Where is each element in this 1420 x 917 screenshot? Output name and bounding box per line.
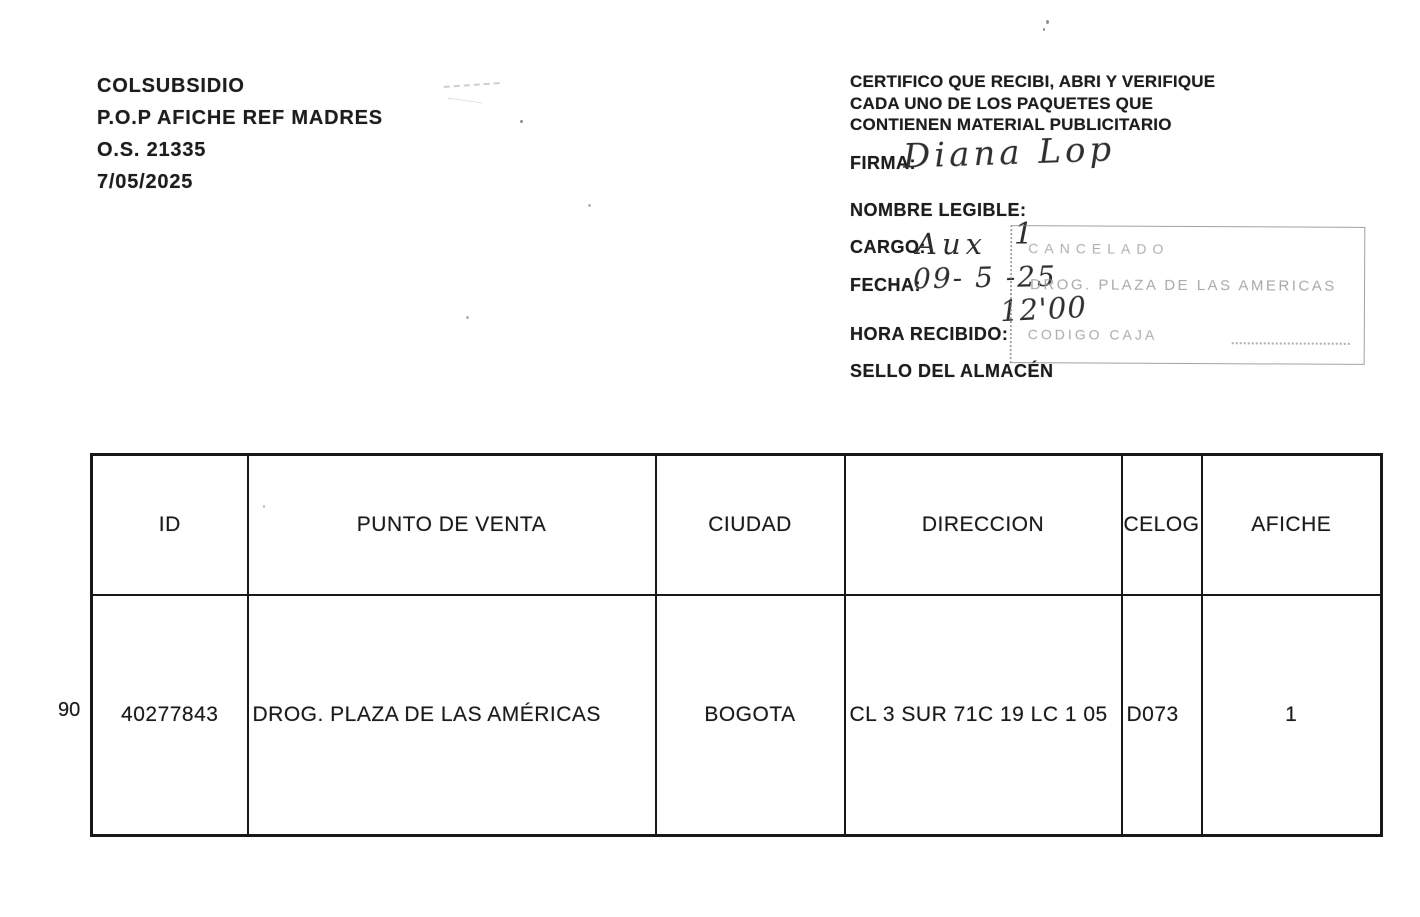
table-header-row — [92, 455, 1382, 596]
order-date: 7/05/2025 — [97, 171, 194, 193]
order-number: O.S. 21335 — [97, 139, 207, 161]
cargo-label: CARGO: — [850, 237, 926, 257]
scan-noise-speck — [263, 505, 265, 508]
cell-afiche: 1 — [1202, 595, 1382, 836]
scan-noise-speck — [520, 120, 523, 123]
header-celog: CELOG — [1122, 455, 1202, 596]
cell-direccion: CL 3 SUR 71C 19 LC 1 05 — [845, 595, 1122, 836]
header-id: ID — [92, 455, 248, 596]
sello-almacen-label: SELLO DEL ALMACÉN — [850, 361, 1054, 381]
cell-id: 40277843 — [92, 595, 248, 836]
hora-recibido-label: HORA RECIBIDO: — [850, 324, 1009, 344]
scan-noise-speck — [588, 204, 591, 207]
scan-noise-speck — [466, 316, 469, 319]
handwritten-signature: Diana Lop — [902, 129, 1116, 177]
header-punto-de-venta: PUNTO DE VENTA — [248, 455, 656, 596]
certificate-line-1: CERTIFICO QUE RECIBI, ABRI Y VERIFIQUE — [850, 72, 1216, 91]
company-name: COLSUBSIDIO — [97, 75, 245, 97]
distribution-table — [90, 453, 1383, 837]
stamp-line-2: DROG. PLAZA DE LAS AMERICAS — [1030, 276, 1337, 295]
table-row — [92, 595, 1382, 836]
scan-smudge — [448, 98, 483, 110]
sheet-row-number: 90 — [58, 699, 81, 721]
stamp-fill-line — [1232, 341, 1350, 345]
cell-punto-de-venta: DROG. PLAZA DE LAS AMÉRICAS — [248, 595, 656, 836]
handwritten-fecha: 09- 5 -25 — [912, 259, 1058, 296]
certificate-line-2: CADA UNO DE LOS PAQUETES QUE — [850, 93, 1154, 113]
handwritten-cargo: Aux — [916, 227, 987, 261]
header-direccion: DIRECCION — [845, 455, 1122, 596]
certificate-statement — [850, 71, 1215, 136]
warehouse-stamp — [1010, 225, 1366, 365]
scan-noise-speck — [1046, 20, 1049, 24]
header-afiche: AFICHE — [1202, 455, 1382, 596]
cell-celog: D073 — [1122, 595, 1202, 836]
order-info-block — [97, 70, 383, 198]
firma-label: FIRMA: — [850, 153, 916, 173]
stamp-line-3: CODIGO CAJA — [1027, 326, 1158, 343]
stamp-line-1: CANCELADO — [1028, 240, 1170, 257]
fecha-label: FECHA: — [850, 275, 921, 295]
nombre-legible-label: NOMBRE LEGIBLE: — [850, 200, 1027, 220]
campaign-name: P.O.P AFICHE REF MADRES — [97, 107, 383, 129]
certificate-line-3: CONTIENEN MATERIAL PUBLICITARIO — [850, 115, 1172, 134]
cell-ciudad: BOGOTA — [656, 595, 845, 836]
scan-smudge — [444, 82, 501, 96]
handwritten-cargo-mark: 1 — [1014, 217, 1034, 252]
handwritten-hora: 12'00 — [999, 289, 1088, 329]
header-ciudad: CIUDAD — [656, 455, 845, 596]
scan-noise-speck — [1043, 28, 1045, 31]
